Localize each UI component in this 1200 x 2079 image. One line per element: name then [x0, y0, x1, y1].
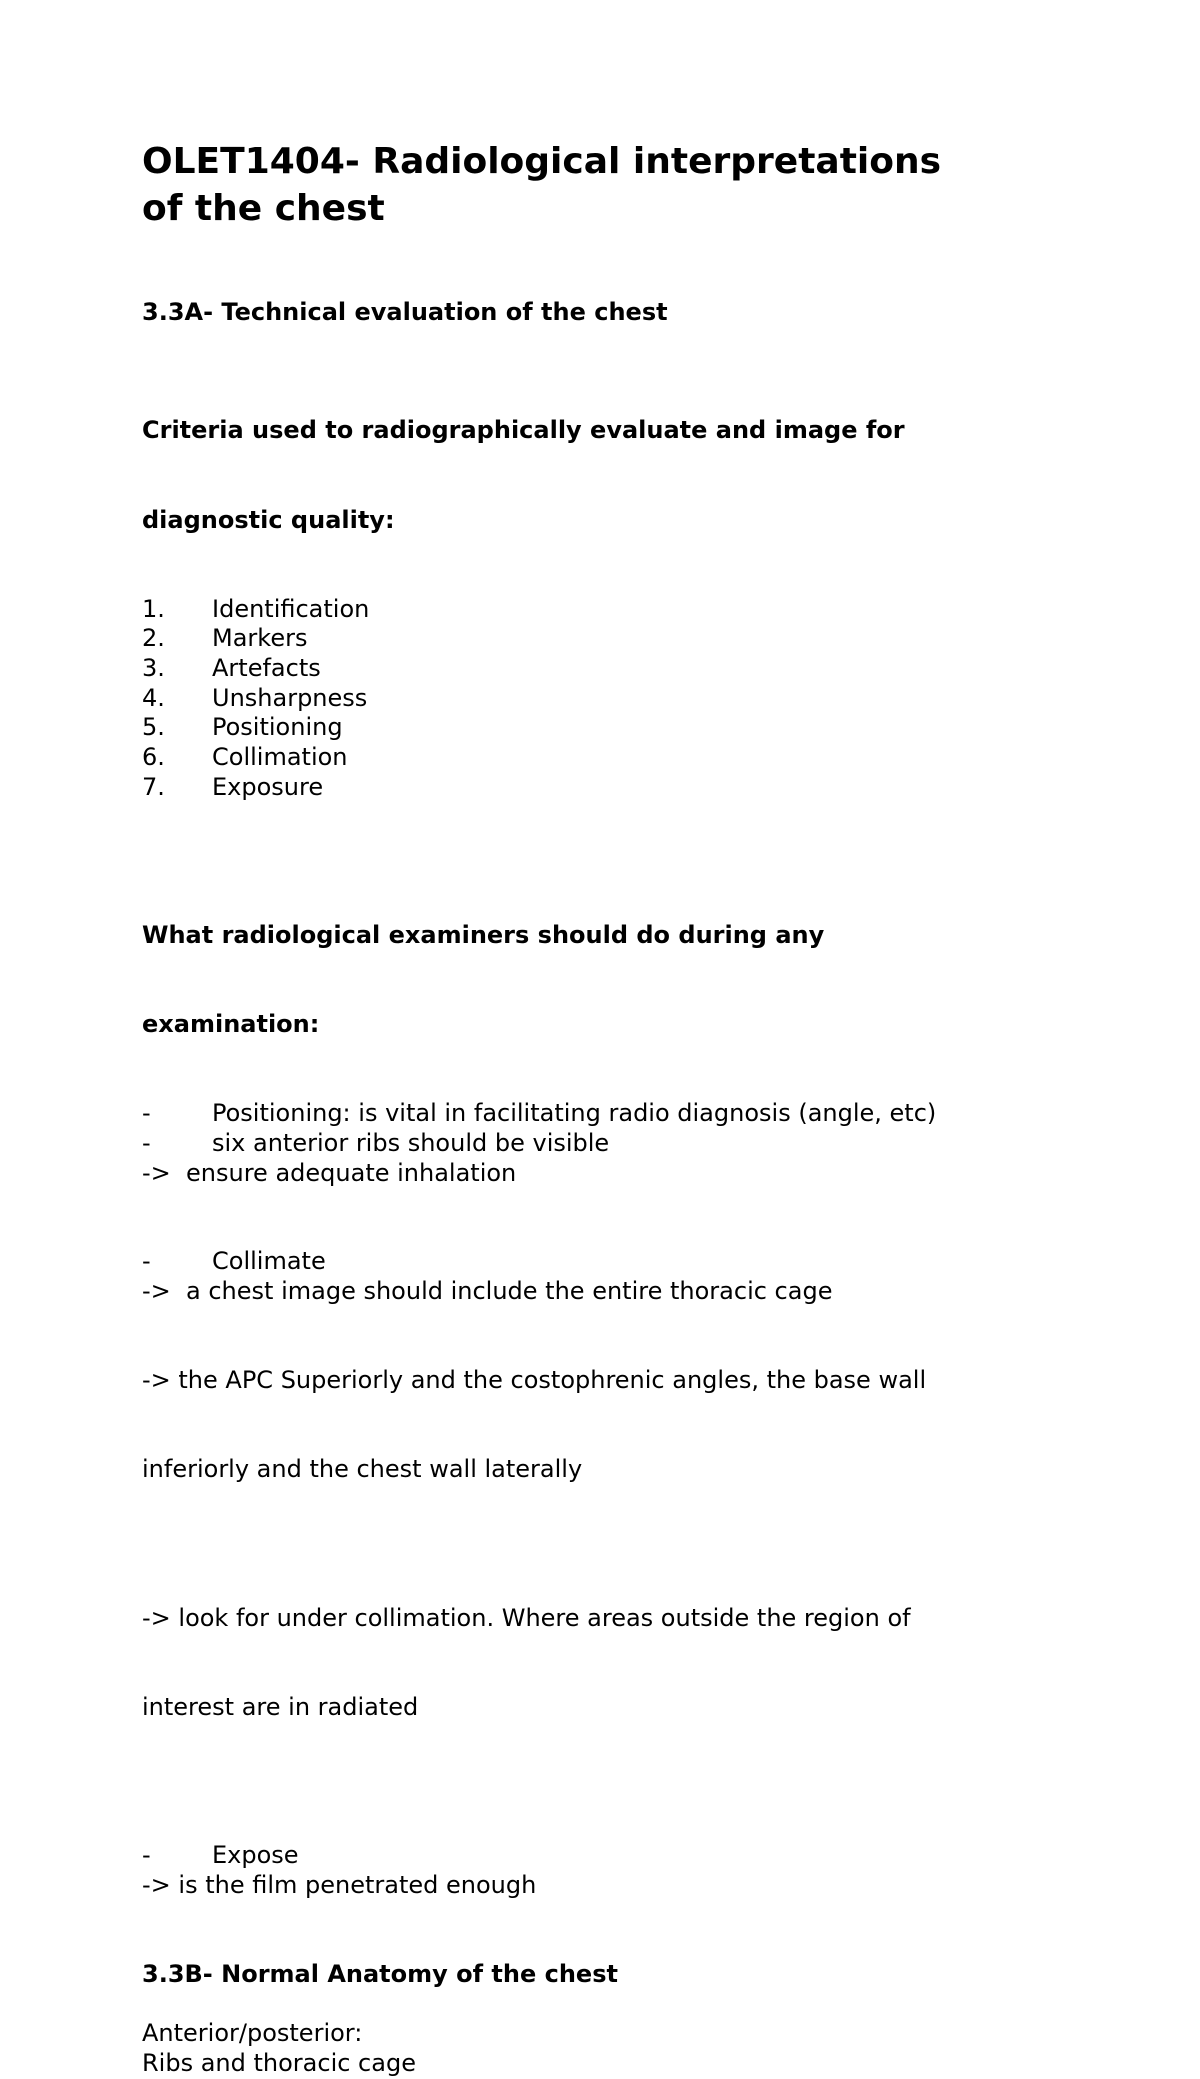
criteria-heading-line-1: Criteria used to radiographically evaluate and image for: [142, 416, 905, 445]
list-text: Positioning: is vital in facilitating radio diagnosis (angle, etc): [212, 1099, 937, 1128]
collimate-note-1: -> a chest image should include the entire thoracic cage: [142, 1276, 833, 1305]
collimate-note-2-line-2: inferiorly and the chest wall laterally: [142, 1455, 583, 1484]
document-title: [142, 138, 1042, 232]
title-line-2: of the chest: [142, 188, 385, 229]
list-number: 6.: [142, 743, 165, 772]
collimate-note-2: [142, 1307, 1042, 1545]
list-item: [142, 1099, 1042, 1129]
list-item: [142, 1247, 1042, 1277]
list-number: 2.: [142, 624, 165, 653]
list-bullet: -: [142, 1247, 151, 1276]
examiners-heading-line-1: What radiological examiners should do during any: [142, 920, 825, 949]
positioning-note: -> ensure adequate inhalation: [142, 1158, 517, 1187]
section-b-line-1: Anterior/posterior:: [142, 2019, 363, 2048]
criteria-heading: [142, 357, 1042, 595]
list-text: Expose: [212, 1840, 299, 1869]
list-number: 4.: [142, 683, 165, 712]
positioning-list: [142, 1099, 1042, 1158]
list-item: [142, 1129, 1042, 1159]
list-text: Collimate: [212, 1247, 326, 1276]
list-text: six anterior ribs should be visible: [212, 1128, 610, 1157]
criteria-list: [142, 595, 1042, 803]
list-number: 1.: [142, 594, 165, 623]
collimate-note-2-line-1: -> the APC Superiorly and the costophrenic angles, the base wall: [142, 1366, 927, 1395]
title-line-1: OLET1404- Radiological interpretations: [142, 141, 942, 182]
list-bullet: -: [142, 1099, 151, 1128]
collimate-note-3-line-2: interest are in radiated: [142, 1692, 419, 1721]
list-item: [142, 624, 1042, 654]
criteria-heading-line-2: diagnostic quality:: [142, 505, 395, 534]
list-text: Identification: [212, 594, 370, 623]
list-text: Unsharpness: [212, 683, 368, 712]
collimate-note-3-line-1: -> look for under collimation. Where areas outside the region of: [142, 1603, 911, 1632]
section-b-line-2: Ribs and thoracic cage: [142, 2049, 416, 2078]
expose-list: [142, 1841, 1042, 1871]
list-text: Collimation: [212, 743, 348, 772]
list-bullet: -: [142, 1128, 151, 1157]
list-number: 3.: [142, 654, 165, 683]
list-number: 5.: [142, 713, 165, 742]
collimate-note-3: [142, 1544, 1042, 1782]
document-page: [142, 138, 1042, 2079]
list-text: Markers: [212, 624, 308, 653]
list-item: [142, 654, 1042, 684]
list-number: 7.: [142, 772, 165, 801]
list-text: Positioning: [212, 713, 343, 742]
list-item: [142, 713, 1042, 743]
list-item: [142, 684, 1042, 714]
list-text: Artefacts: [212, 654, 321, 683]
section-a-heading: 3.3A- Technical evaluation of the chest: [142, 298, 668, 326]
list-item: [142, 595, 1042, 625]
list-item: [142, 743, 1042, 773]
list-item: [142, 1841, 1042, 1871]
list-bullet: -: [142, 1840, 151, 1869]
expose-note: -> is the film penetrated enough: [142, 1870, 537, 1899]
section-b-heading: 3.3B- Normal Anatomy of the chest: [142, 1960, 618, 1989]
list-item: [142, 773, 1042, 803]
collimate-list: [142, 1247, 1042, 1277]
examiners-heading-line-2: examination:: [142, 1010, 320, 1039]
list-text: Exposure: [212, 772, 324, 801]
examiners-heading: [142, 862, 1042, 1100]
